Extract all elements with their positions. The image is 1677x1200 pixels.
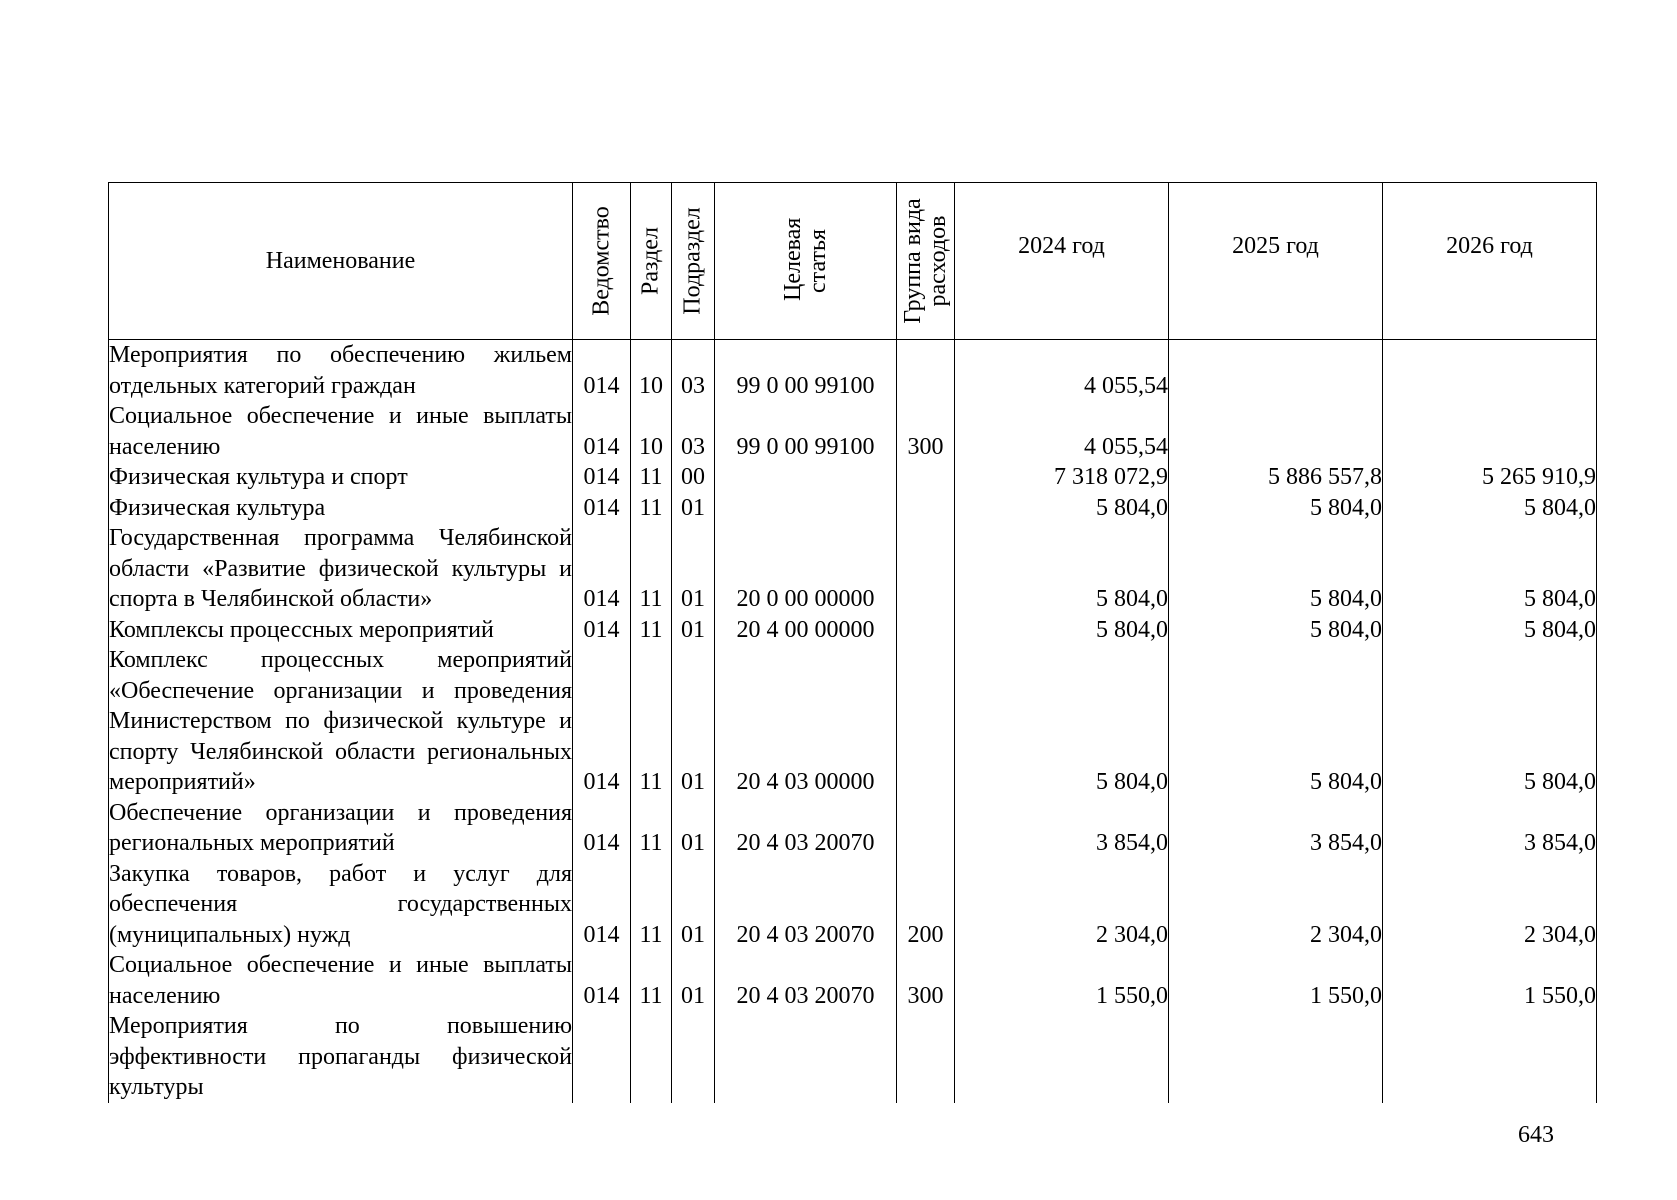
row-expense-group (897, 615, 955, 646)
row-subsection: 01 (672, 859, 715, 951)
row-expense-group (897, 645, 955, 798)
row-amount-2025: 5 886 557,8 (1169, 462, 1383, 493)
row-name: Мероприятия по повышению эффективности пропаганды физической культуры (109, 1011, 573, 1103)
row-target-article: 20 0 00 00000 (715, 523, 897, 615)
row-subsection: 01 (672, 523, 715, 615)
header-subsection (672, 183, 715, 340)
row-amount-2024: 4 055,54 (955, 401, 1169, 462)
row-expense-group (897, 462, 955, 493)
row-amount-2024: 1 550,0 (955, 950, 1169, 1011)
row-dept (573, 1011, 631, 1103)
row-dept: 014 (573, 340, 631, 402)
row-expense-group (897, 493, 955, 524)
row-amount-2024: 5 804,0 (955, 645, 1169, 798)
header-target-article (715, 183, 897, 340)
row-dept: 014 (573, 523, 631, 615)
header-name: Наименование (109, 183, 573, 340)
header-target-article-label: Целевая статья (779, 217, 831, 301)
row-amount-2026: 1 550,0 (1383, 950, 1597, 1011)
row-dept: 014 (573, 859, 631, 951)
row-name: Обеспечение организации и проведения региональных мероприятий (109, 798, 573, 859)
table-header-row (109, 183, 1597, 340)
row-dept: 014 (573, 462, 631, 493)
table-row (109, 401, 1597, 462)
row-amount-2025 (1169, 401, 1383, 462)
row-subsection: 01 (672, 950, 715, 1011)
row-dept: 014 (573, 401, 631, 462)
header-expense-group-label: Группа вида расходов (899, 198, 951, 324)
row-target-article: 20 4 00 00000 (715, 615, 897, 646)
row-amount-2024: 4 055,54 (955, 340, 1169, 402)
table-row (109, 462, 1597, 493)
row-name: Мероприятия по обеспечению жильем отдельных категорий граждан (109, 340, 573, 402)
row-section: 11 (631, 493, 672, 524)
row-amount-2024: 5 804,0 (955, 615, 1169, 646)
row-target-article: 20 4 03 00000 (715, 645, 897, 798)
row-amount-2026: 5 804,0 (1383, 645, 1597, 798)
row-amount-2026: 2 304,0 (1383, 859, 1597, 951)
row-section: 11 (631, 798, 672, 859)
row-amount-2024: 5 804,0 (955, 493, 1169, 524)
row-amount-2024: 2 304,0 (955, 859, 1169, 951)
row-amount-2025: 5 804,0 (1169, 615, 1383, 646)
row-subsection: 01 (672, 615, 715, 646)
row-target-article: 20 4 03 20070 (715, 798, 897, 859)
row-amount-2025: 2 304,0 (1169, 859, 1383, 951)
header-section (631, 183, 672, 340)
row-amount-2024: 7 318 072,9 (955, 462, 1169, 493)
row-amount-2026: 5 265 910,9 (1383, 462, 1597, 493)
row-dept: 014 (573, 493, 631, 524)
row-subsection: 01 (672, 645, 715, 798)
header-dept-label: Ведомство (587, 206, 614, 316)
row-target-article (715, 493, 897, 524)
row-dept: 014 (573, 798, 631, 859)
row-dept: 014 (573, 615, 631, 646)
table-row (109, 859, 1597, 951)
row-expense-group (897, 1011, 955, 1103)
row-name: Физическая культура и спорт (109, 462, 573, 493)
table-row (109, 645, 1597, 798)
row-name: Социальное обеспечение и иные выплаты населению (109, 401, 573, 462)
row-amount-2024 (955, 1011, 1169, 1103)
row-section: 10 (631, 401, 672, 462)
header-dept (573, 183, 631, 340)
row-subsection (672, 1011, 715, 1103)
row-target-article: 99 0 00 99100 (715, 401, 897, 462)
row-subsection: 03 (672, 340, 715, 402)
row-subsection: 01 (672, 493, 715, 524)
row-amount-2026: 3 854,0 (1383, 798, 1597, 859)
row-section: 11 (631, 950, 672, 1011)
row-target-article: 20 4 03 20070 (715, 859, 897, 951)
row-name: Комплексы процессных мероприятий (109, 615, 573, 646)
row-section: 11 (631, 645, 672, 798)
table-row (109, 493, 1597, 524)
header-2024-label: 2024 год (1018, 233, 1105, 259)
row-amount-2026 (1383, 340, 1597, 402)
row-amount-2024: 5 804,0 (955, 523, 1169, 615)
row-amount-2024: 3 854,0 (955, 798, 1169, 859)
row-amount-2025: 5 804,0 (1169, 523, 1383, 615)
header-2025 (1169, 183, 1383, 340)
header-2024 (955, 183, 1169, 340)
table-body (109, 340, 1597, 1104)
table-row (109, 798, 1597, 859)
row-amount-2025: 5 804,0 (1169, 645, 1383, 798)
row-amount-2026: 5 804,0 (1383, 615, 1597, 646)
row-expense-group (897, 340, 955, 402)
row-amount-2026: 5 804,0 (1383, 493, 1597, 524)
row-expense-group: 300 (897, 401, 955, 462)
row-target-article: 20 4 03 20070 (715, 950, 897, 1011)
row-expense-group: 300 (897, 950, 955, 1011)
row-section: 11 (631, 462, 672, 493)
row-section: 11 (631, 523, 672, 615)
header-section-label: Раздел (637, 227, 664, 295)
header-2026-label: 2026 год (1446, 233, 1533, 259)
row-dept: 014 (573, 950, 631, 1011)
row-amount-2025 (1169, 1011, 1383, 1103)
page-number: 643 (1518, 1122, 1554, 1148)
header-2025-label: 2025 год (1232, 233, 1319, 259)
row-name: Физическая культура (109, 493, 573, 524)
row-name: Социальное обеспечение и иные выплаты населению (109, 950, 573, 1011)
table-row (109, 950, 1597, 1011)
table-row (109, 340, 1597, 402)
row-amount-2025: 1 550,0 (1169, 950, 1383, 1011)
header-2026 (1383, 183, 1597, 340)
row-target-article (715, 462, 897, 493)
row-subsection: 00 (672, 462, 715, 493)
row-section: 11 (631, 859, 672, 951)
header-expense-group (897, 183, 955, 340)
row-section (631, 1011, 672, 1103)
row-amount-2025 (1169, 340, 1383, 402)
row-amount-2026: 5 804,0 (1383, 523, 1597, 615)
row-section: 11 (631, 615, 672, 646)
budget-table (108, 182, 1597, 1103)
row-expense-group: 200 (897, 859, 955, 951)
row-dept: 014 (573, 645, 631, 798)
row-target-article: 99 0 00 99100 (715, 340, 897, 402)
table-row (109, 1011, 1597, 1103)
row-amount-2025: 3 854,0 (1169, 798, 1383, 859)
row-amount-2026 (1383, 1011, 1597, 1103)
row-section: 10 (631, 340, 672, 402)
table-row (109, 615, 1597, 646)
table-row (109, 523, 1597, 615)
row-name: Комплекс процессных мероприятий «Обеспечение организации и проведения Министерством по физической культуре и спорту Челябинской области региональных мероприятий» (109, 645, 573, 798)
row-name: Государственная программа Челябинской области «Развитие физической культуры и спорта в Челябинской области» (109, 523, 573, 615)
row-expense-group (897, 798, 955, 859)
row-expense-group (897, 523, 955, 615)
header-subsection-label: Подраздел (679, 207, 706, 315)
row-amount-2025: 5 804,0 (1169, 493, 1383, 524)
row-amount-2026 (1383, 401, 1597, 462)
row-target-article (715, 1011, 897, 1103)
row-subsection: 01 (672, 798, 715, 859)
row-name: Закупка товаров, работ и услуг для обеспечения государственных (муниципальных) нужд (109, 859, 573, 951)
row-subsection: 03 (672, 401, 715, 462)
